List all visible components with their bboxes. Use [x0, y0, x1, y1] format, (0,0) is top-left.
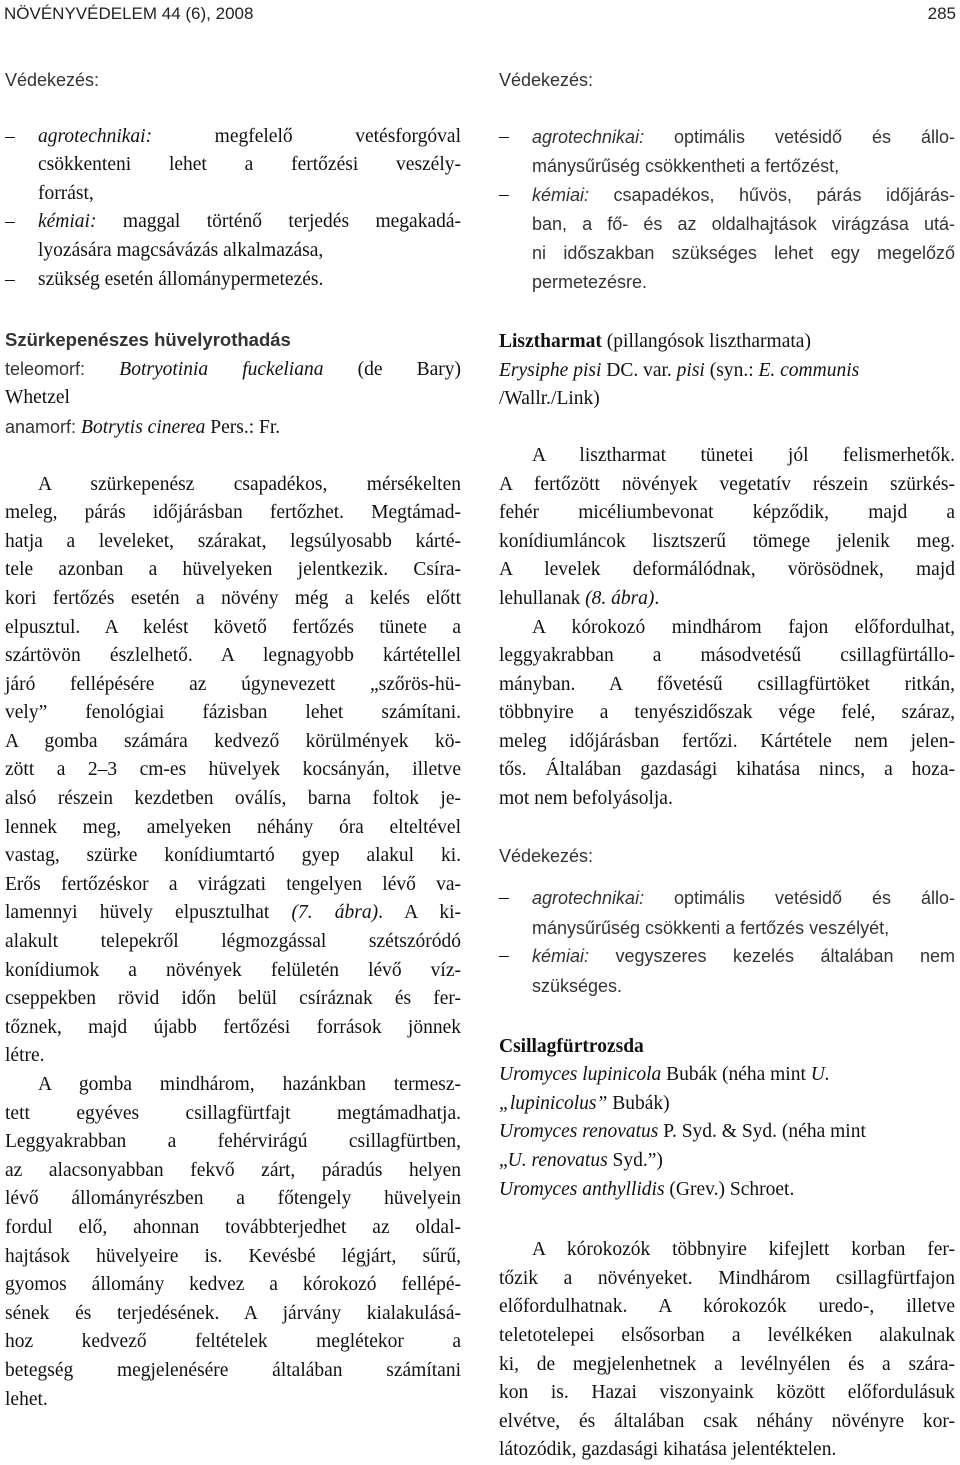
paragraph-line: elvétve, és általában csak néhány növényre kor-: [499, 1410, 955, 1432]
dash-marker: –: [5, 268, 15, 290]
dash-marker: –: [5, 125, 15, 147]
protection-heading: Védekezés:: [499, 70, 594, 90]
item-label: kémiai:: [532, 184, 590, 205]
teleomorph-line: [5, 355, 461, 385]
paragraph-line: sének és terjedésének. A járvány kialakulásá-: [5, 1302, 461, 1324]
paragraph-line: tett egyéves csillagfürtfajt megtámadhatja.: [5, 1102, 461, 1124]
figure-reference: (7. ábra): [291, 902, 379, 924]
item-text: csapadékos, hűvös, párás időjárás-: [589, 184, 955, 205]
paragraph-line: lennek meg, amelyeken néhány óra elteltével: [5, 816, 461, 838]
item-label: kémiai:: [38, 211, 97, 233]
item-text: mánysűrűség csökkenti a fertőzés veszélyét,: [532, 917, 890, 938]
paragraph-line: szártövön észlelhető. A legnagyobb kártétellel: [5, 645, 461, 667]
item-text: optimális vetésidő és állo-: [644, 126, 955, 147]
dash-marker: –: [499, 887, 509, 909]
species-author: Bubák): [607, 1092, 670, 1114]
protection-item-chemical: [499, 181, 955, 296]
paragraph-line: [5, 899, 461, 928]
species-synonym-label: (syn.:: [704, 359, 759, 381]
paragraph-line: [499, 585, 955, 614]
species-author: (Grev.) Schroet.: [664, 1178, 795, 1200]
paragraph-mildew-symptoms: [499, 442, 955, 614]
rust-title: Csillagfürtrozsda: [499, 1035, 644, 1057]
paragraph-line: A fertőzött növények vegetatív részein szürkés-: [499, 473, 955, 495]
species-name: Uromyces renovatus: [499, 1121, 659, 1143]
paragraph-line: A szürkepenész csapadékos, mérsékelten: [38, 473, 461, 495]
paragraph-line: alakult telepekről légmozgással szétszóródó: [5, 931, 461, 953]
teleomorph-author-line: Whetzel: [5, 387, 70, 409]
paragraph-line: konídiumok a növények felületén lévő víz-: [5, 959, 461, 981]
item-text: megfelelő vetésforgóval: [152, 125, 461, 147]
paragraph-line: az alacsonyabban fekvő zárt, páradús helyen: [5, 1159, 461, 1181]
paragraph-line: betegség megjelenésére általában számítani: [5, 1359, 461, 1381]
mildew-author-line: /Wallr./Link): [499, 388, 600, 410]
item-text: lyozására magcsávázás alkalmazása,: [38, 239, 324, 261]
paragraph-line: A lisztharmat tünetei jól felismerhetők.: [532, 444, 955, 466]
dash-marker: –: [5, 211, 15, 233]
item-text: mánysűrűség csökkentheti a fertőzést,: [532, 156, 840, 177]
paragraph-line: gyomos állomány kedvez a kórokozó fellépé-: [5, 1274, 461, 1296]
paragraph-line: hajtások hüvelyeire is. Kevésbé légjárt, sűrű,: [5, 1245, 461, 1267]
paragraph-line: ki, de megjelenhetnek a levélnyélen és a szára-: [499, 1353, 955, 1375]
paragraph-line: előfordulhatnak. A kórokozók uredo-, illetve: [499, 1296, 955, 1318]
paragraph-line: kon is. Hazai viszonyaink között előfordulásuk: [499, 1382, 955, 1404]
species-author: DC. var.: [601, 359, 677, 381]
species-synonym: „lupinicolus”: [499, 1092, 608, 1114]
anamorph-line: [5, 413, 461, 443]
page-number: 285: [927, 4, 956, 23]
paragraph-line: járó fellépésére az úgynevezett „szőrös-hü-: [5, 673, 461, 695]
anamorph-author: Pers.: Fr.: [205, 416, 281, 438]
paragraph-line: konídiumláncok lisztszerű tömege jelenik meg.: [499, 530, 955, 552]
species-synonym: U. renovatus: [507, 1150, 608, 1171]
dash-marker: –: [499, 183, 509, 205]
paragraph-line: cseppekben rövid időn belül csíráznak és fer-: [5, 988, 461, 1010]
item-text: forrást,: [38, 182, 94, 204]
item-text: maggal történő terjedés megakadá-: [96, 211, 461, 233]
paragraph-line: mot nem befolyásolja.: [499, 788, 673, 810]
dash-marker: –: [499, 125, 509, 147]
protection-item-agrotechnical: [5, 123, 461, 209]
item-label: agrotechnikai:: [532, 126, 645, 147]
item-text: ban, a fő- és az oldalhajtások virágzása utá-: [532, 214, 955, 235]
paragraph-text: lamennyi hüvely elpusztulhat: [5, 902, 292, 924]
disease-title: Szürkepenészes hüvelyrothadás: [5, 329, 291, 351]
item-label: kémiai:: [532, 946, 590, 967]
paragraph-line: tőznek, majd újabb fertőzési források jönnek: [5, 1016, 461, 1038]
paragraph-line: tős. Általában gazdasági kihatása nincs, a hoza-: [499, 759, 955, 781]
protection-item-chemical: [499, 942, 955, 1000]
rust-species-line: [499, 1118, 955, 1147]
item-label: agrotechnikai:: [532, 888, 645, 909]
paragraph-line: elpusztul. A kelést követő fertőzés tünete a: [5, 616, 461, 638]
paragraph-line: látozódik, gazdasági kihatása jelentéktelen.: [499, 1439, 837, 1461]
paragraph-line: A gomba számára kedvező körülmények kö-: [5, 730, 461, 752]
protection-heading: Védekezés:: [499, 845, 594, 866]
protection-item-chemical: [5, 208, 461, 265]
paragraph-gray-mold: [5, 471, 461, 1071]
species-synonym: E. communis: [758, 359, 860, 381]
paragraph-text: . A ki-: [378, 902, 461, 924]
paragraph-line: alsó részein kezdetben oválís, barna foltok je-: [5, 788, 461, 810]
rust-species-line: [499, 1147, 955, 1176]
paragraph-text: .: [654, 587, 660, 609]
paragraph-line: létre.: [5, 1045, 45, 1067]
protection-item-agrotechnical: [499, 884, 955, 942]
paragraph-line: tele azonban a hüvelyeken jelentkezik. Csíra-: [5, 559, 461, 581]
rust-species-line: [499, 1090, 955, 1119]
protection-heading: Védekezés:: [5, 70, 100, 90]
paragraph-text: lehullanak: [499, 587, 586, 609]
item-text: szükség esetén állománypermetezés.: [38, 268, 324, 290]
rust-species-line: [499, 1061, 955, 1090]
teleomorph-author: (de Bary): [323, 358, 461, 380]
item-text: ni időszakban szükséges lehet egy megelőző: [532, 242, 955, 263]
left-column: [5, 66, 461, 1414]
paragraph-line: fehér micéliumbevonat képződik, majd a: [499, 502, 955, 524]
paragraph-line: vely” fenológiai fázisban lehet számítani.: [5, 702, 461, 724]
item-label: agrotechnikai:: [38, 125, 153, 147]
paragraph-line: A kórokozók többnyire kifejlett korban fer-: [532, 1239, 955, 1261]
dash-marker: –: [499, 945, 509, 967]
species-author: Syd.”): [607, 1150, 663, 1171]
right-column: [499, 66, 955, 1465]
protection-item-agrotechnical: [499, 123, 955, 181]
species-synonym: U.: [810, 1064, 830, 1086]
paragraph-line: meleg, párás időjárásban fertőzhet. Megtámad-: [5, 502, 461, 524]
paragraph-line: A gomba mindhárom, hazánkban termesz-: [38, 1074, 461, 1095]
species-variety: pisi: [676, 359, 705, 381]
paragraph-rust: [499, 1236, 955, 1465]
paragraph-line: kori fertőzés esetén a növény még a kelés előtt: [5, 587, 461, 609]
paragraph-line: Erős fertőzéskor a virágzati tengelyen lévő va-: [5, 873, 461, 895]
paragraph-line: többnyire a tenyészidőszak vége felé, száraz,: [499, 702, 955, 724]
paragraph-line: tőzik a növényeket. Mindhárom csillagfürtfajon: [499, 1267, 955, 1289]
mildew-title-line: [499, 328, 955, 357]
species-name: Uromyces anthyllidis: [499, 1178, 665, 1200]
figure-reference: (8. ábra): [585, 587, 655, 609]
mildew-common-name: (pillangósok lisztharmata): [601, 331, 811, 353]
paragraph-line: leggyakrabban a másodvetésű csillagfürtállo-: [499, 645, 955, 667]
species-author: Bubák (néha mint: [661, 1064, 811, 1086]
paragraph-occurrence: [5, 1071, 461, 1414]
paragraph-line: Leggyakrabban a fehérvirágú csillagfürtben,: [5, 1131, 461, 1153]
paragraph-line: lehet.: [5, 1388, 48, 1410]
running-header: [4, 4, 956, 28]
paragraph-line: vastag, szürke konídiumtartó gyep alakul ki.: [5, 845, 461, 867]
species-author: P. Syd. & Syd. (néha mint: [658, 1121, 866, 1143]
species-name: Uromyces lupinicola: [499, 1064, 662, 1086]
item-text: vegyszeres kezelés általában nem: [589, 946, 955, 967]
paragraph-line: teletotelepei elsősorban a levélkéken alakulnak: [499, 1324, 955, 1346]
anamorph-name: Botrytis cinerea: [81, 416, 206, 438]
journal-title: NÖVÉNYVÉDELEM 44 (6), 2008: [4, 4, 254, 23]
teleomorph-label: teleomorf:: [5, 358, 120, 379]
paragraph-line: meleg időjárásban fertőzi. Kártétele nem jelen-: [499, 730, 955, 752]
item-text: permetezésre.: [532, 271, 648, 292]
paragraph-mildew-occurrence: [499, 614, 955, 814]
paragraph-line: hoz kedvező feltételek meglétekor a: [5, 1331, 461, 1353]
paragraph-line: A kórokozó mindhárom fajon előfordulhat,: [532, 616, 955, 638]
paragraph-line: mányban. A fővetésű csillagfürtöket ritkán,: [499, 673, 955, 695]
item-text: optimális vetésidő és állo-: [644, 888, 955, 909]
paragraph-line: A levelek deformálódnak, vörösödnek, majd: [499, 559, 955, 581]
mildew-title: Lisztharmat: [499, 331, 602, 353]
rust-species-line: [499, 1176, 955, 1205]
teleomorph-name: Botryotinia fuckeliana: [119, 358, 324, 380]
quote-mark: „: [499, 1150, 508, 1171]
anamorph-label: anamorf:: [5, 416, 82, 437]
paragraph-line: fordul elő, ahonnan továbbterjedhet az oldal-: [5, 1216, 461, 1238]
protection-item-spraying: [5, 266, 461, 295]
species-name: Erysiphe pisi: [499, 359, 602, 381]
item-text: csökkenteni lehet a fertőzési veszély-: [38, 154, 461, 176]
paragraph-line: zött a 2–3 cm-es hüvelyek kocsányán, illetve: [5, 759, 461, 781]
mildew-species-line: [499, 357, 955, 386]
item-text: szükséges.: [532, 976, 623, 997]
paragraph-line: lévő állományrészben a főtengely hüvelyein: [5, 1188, 461, 1210]
paragraph-line: hatja a leveleket, szárakat, legsúlyosabb kárté-: [5, 530, 461, 552]
